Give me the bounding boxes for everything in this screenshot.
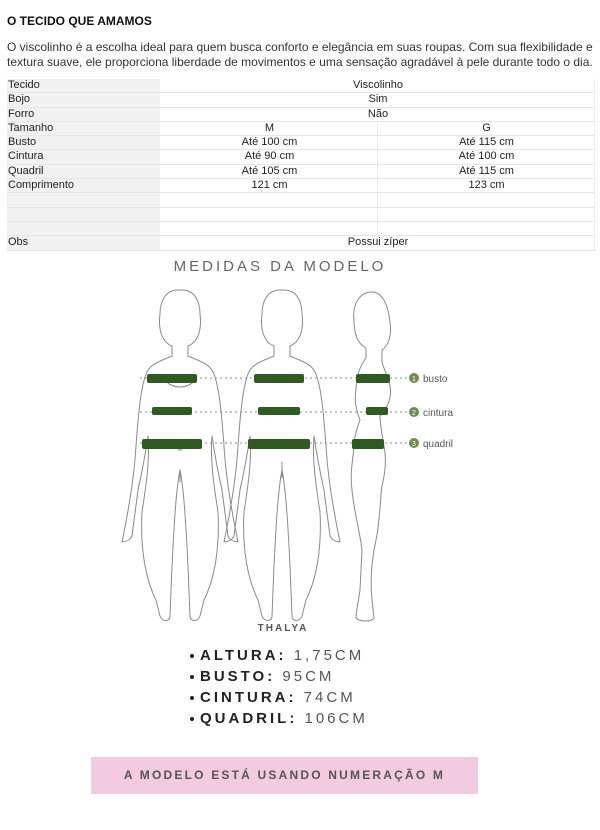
spec-value: Não: [161, 107, 595, 121]
bullet-icon: [190, 717, 194, 721]
legend-number: 2: [412, 410, 416, 417]
stat-label: ALTURA:: [200, 647, 287, 664]
table-row: [7, 93, 595, 107]
hip-band-side: [352, 439, 384, 449]
table-row: [7, 179, 595, 193]
spec-value-m: Até 100 cm: [161, 136, 378, 150]
spec-label: Forro: [7, 107, 161, 121]
bust-band-front: [147, 374, 197, 383]
stat-value: 95CM: [282, 668, 335, 685]
hip-band-front: [142, 439, 202, 449]
legend-label-busto: busto: [423, 374, 448, 385]
legend-number: 3: [412, 441, 416, 448]
size-header-g: G: [378, 121, 595, 135]
stat-label: QUADRIL:: [200, 710, 298, 727]
spec-value-m: Até 90 cm: [161, 150, 378, 164]
bust-band-side: [356, 374, 390, 383]
stat-label: BUSTO:: [200, 668, 276, 685]
list-item: [190, 645, 368, 666]
size-info-banner: [91, 757, 478, 794]
waist-band-back: [258, 407, 300, 415]
table-row: [7, 150, 595, 164]
spec-label: Bojo: [7, 93, 161, 107]
spec-label: Quadril: [7, 164, 161, 178]
table-row: [7, 136, 595, 150]
spec-value-m: Até 105 cm: [161, 164, 378, 178]
spec-label: Comprimento: [7, 179, 161, 193]
list-item: [190, 687, 368, 708]
bullet-icon: [190, 675, 194, 679]
table-row: [7, 236, 595, 250]
spec-value-m: 121 cm: [161, 179, 378, 193]
legend-number: 1: [412, 376, 416, 383]
table-row-empty: [7, 221, 595, 235]
model-stats-list: [190, 645, 368, 729]
fabric-description: O viscolinho é a escolha ideal para quem busca conforto e elegância em suas roupas. Com sua flexibilidade e textura suave, ele proporciona liberdade de movimentos e uma sensação agradável à pele durante todo o dia.: [7, 40, 593, 69]
table-row: [7, 121, 595, 135]
list-item: [190, 708, 368, 729]
spec-value-g: 123 cm: [378, 179, 595, 193]
model-name: THALYA: [257, 623, 309, 634]
table-row: [7, 164, 595, 178]
spec-value-g: Até 100 cm: [378, 150, 595, 164]
spec-table: [7, 79, 595, 251]
section-title: O TECIDO QUE AMAMOS: [7, 14, 152, 28]
table-row-empty: [7, 193, 595, 207]
size-header-m: M: [161, 121, 378, 135]
legend-label-quadril: quadril: [423, 439, 454, 450]
spec-value: Possui zíper: [161, 236, 595, 250]
table-row: [7, 107, 595, 121]
side-figure: [351, 292, 390, 621]
spec-value: Viscolinho: [161, 79, 595, 93]
spec-value: Sim: [161, 93, 595, 107]
stat-label: CINTURA:: [200, 689, 297, 706]
bullet-icon: [190, 696, 194, 700]
waist-band-front: [152, 407, 192, 415]
bullet-icon: [190, 654, 194, 658]
body-measurement-illustration: [0, 250, 600, 630]
spec-value-g: Até 115 cm: [378, 136, 595, 150]
banner-text: A MODELO ESTÁ USANDO NUMERAÇÃO M: [123, 768, 446, 782]
table-row: [7, 79, 595, 93]
stat-value: 74CM: [303, 689, 356, 706]
spec-label: Obs: [7, 236, 161, 250]
list-item: [190, 666, 368, 687]
spec-label: Busto: [7, 136, 161, 150]
figure-title: MEDIDAS DA MODELO: [173, 258, 387, 275]
legend-label-cintura: cintura: [423, 408, 454, 419]
hip-band-back: [248, 439, 310, 449]
spec-value-g: Até 115 cm: [378, 164, 595, 178]
spec-label: Tecido: [7, 79, 161, 93]
stat-value: 1,75CM: [293, 647, 365, 664]
spec-label: Tamanho: [7, 121, 161, 135]
waist-band-side: [366, 407, 388, 415]
front-figure: [122, 290, 238, 621]
bust-band-back: [254, 374, 304, 383]
table-row-empty: [7, 207, 595, 221]
stat-value: 106CM: [304, 710, 368, 727]
spec-label: Cintura: [7, 150, 161, 164]
back-figure: [224, 290, 340, 621]
